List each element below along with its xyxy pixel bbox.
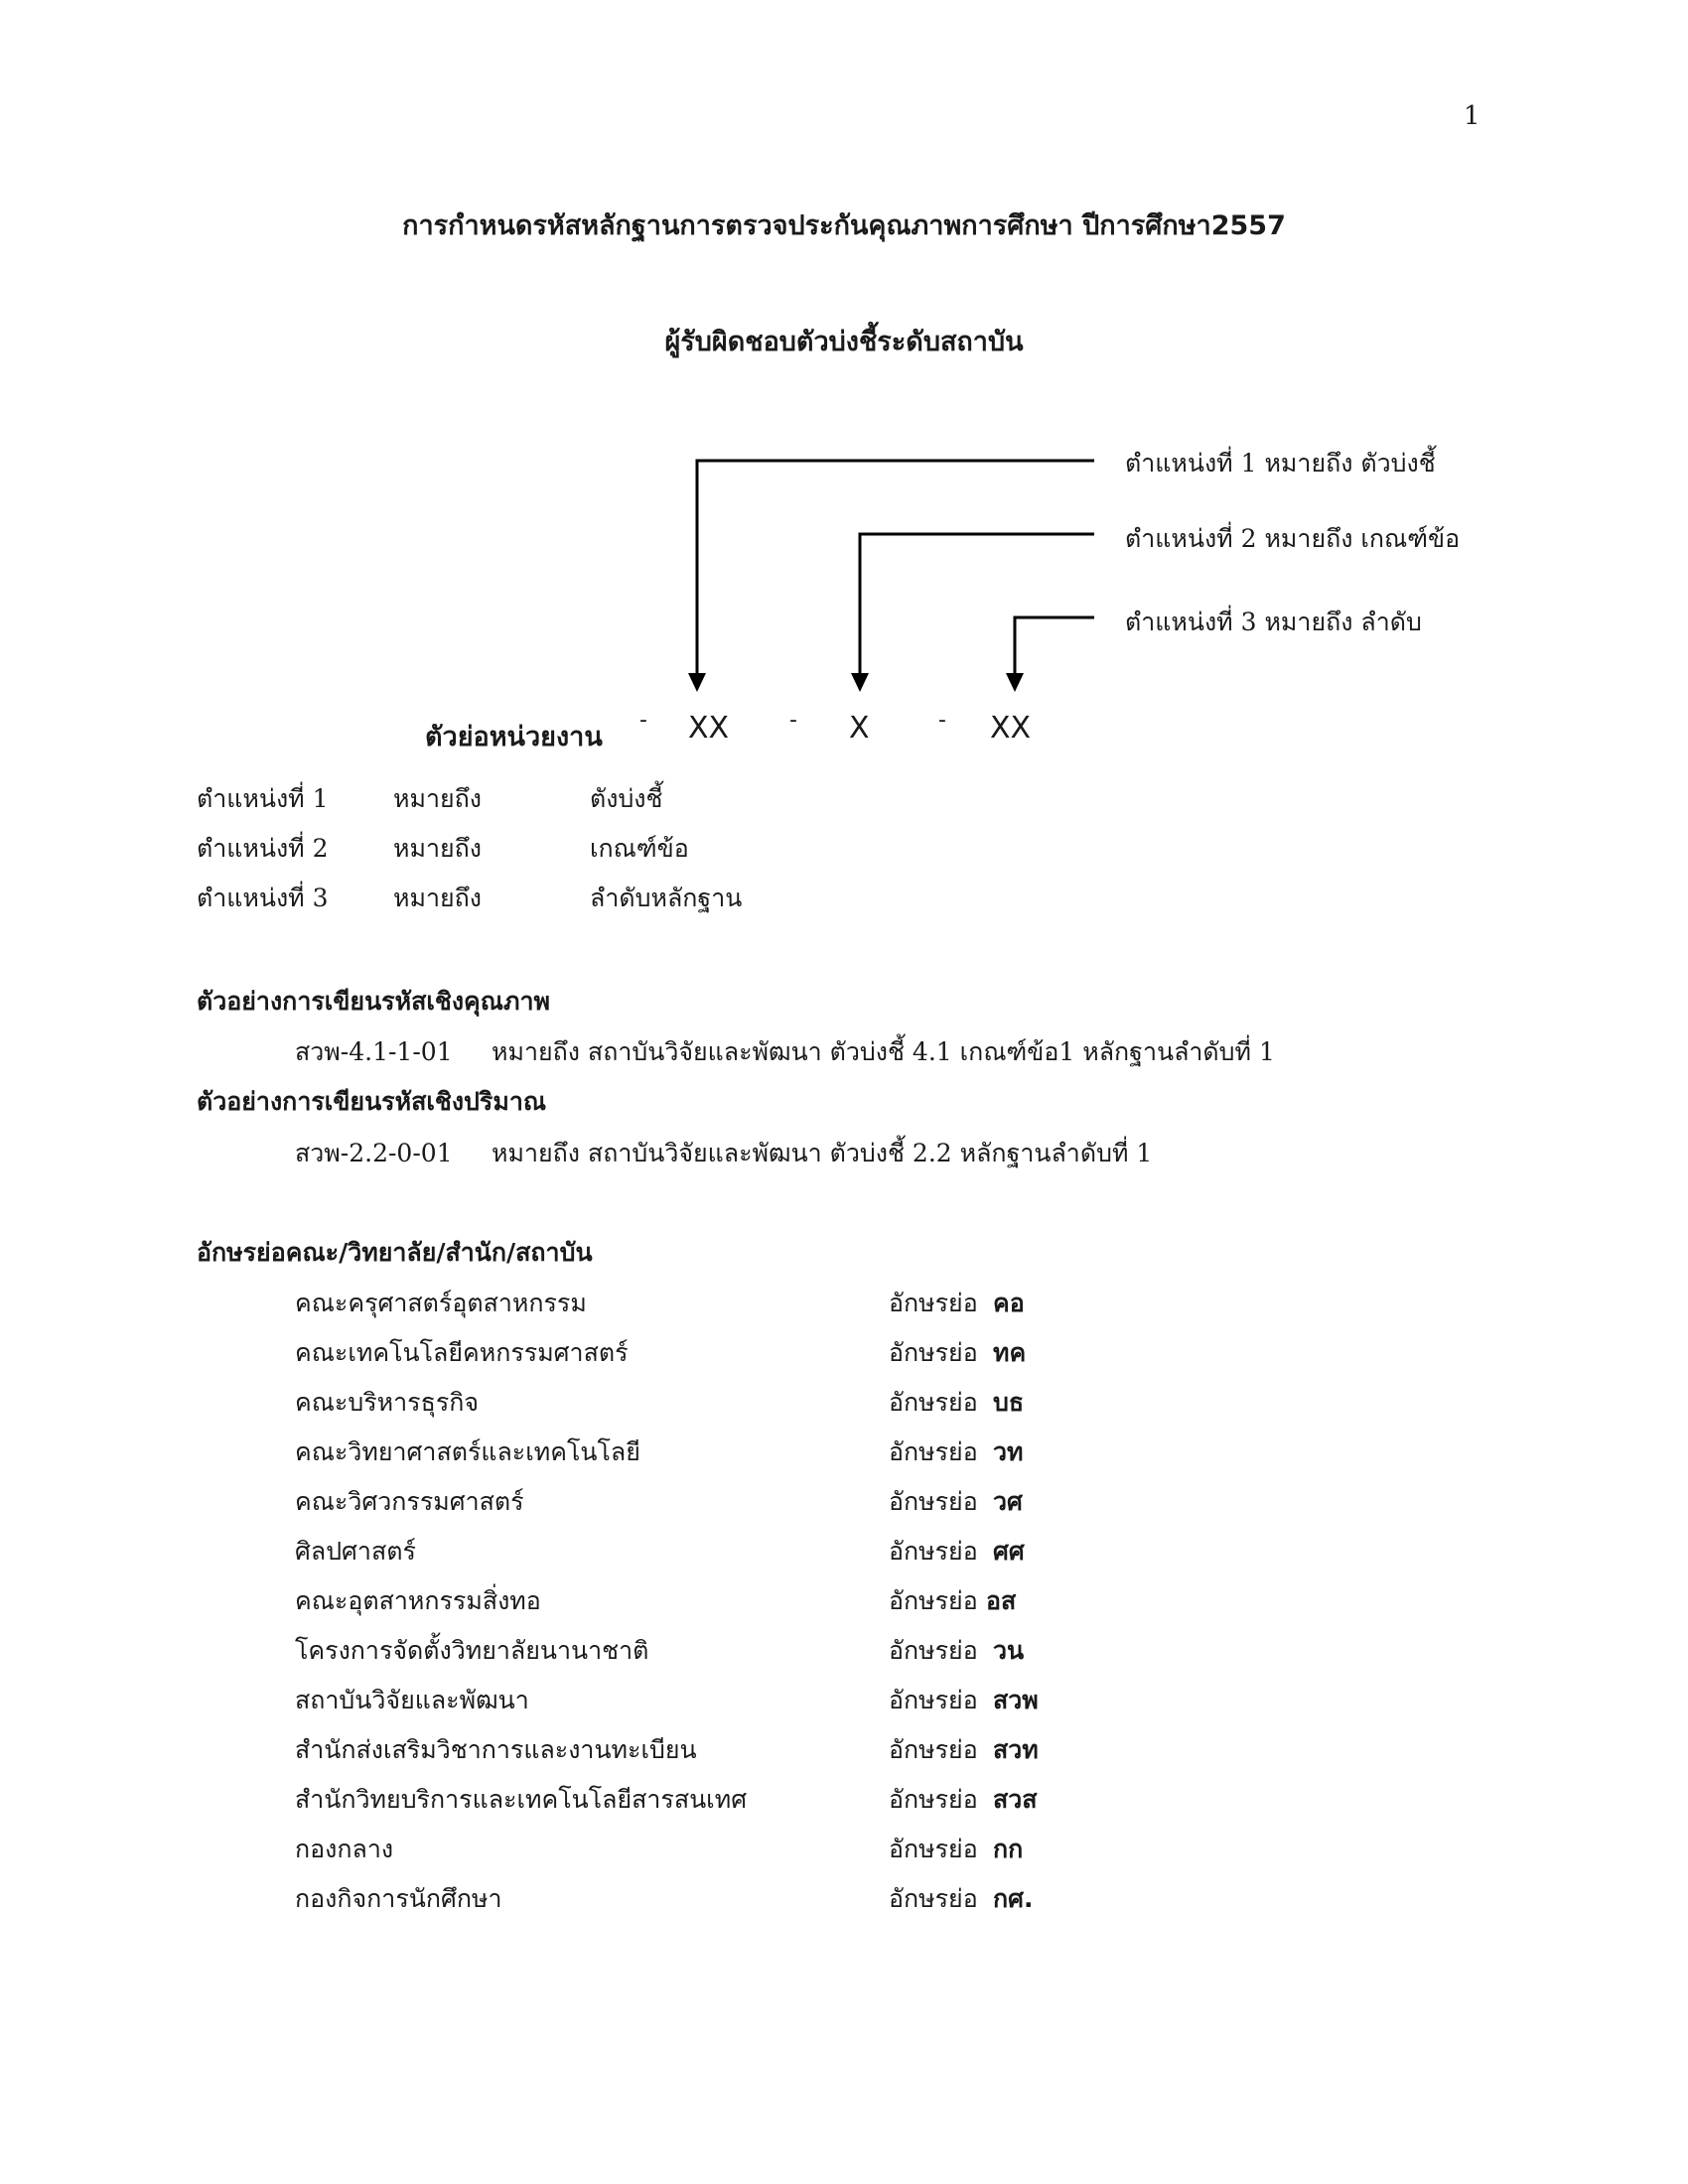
abbreviation-label: อักษรย่อ xyxy=(889,1686,978,1714)
abbreviation-label: อักษรย่อ xyxy=(889,1636,978,1665)
definition-position: ตำแหน่งที่ 3 xyxy=(197,884,329,912)
unit-abbreviation-label: ตัวย่อหน่วยงาน xyxy=(425,722,603,752)
abbreviation-label: อักษรย่อ xyxy=(889,1487,978,1516)
qualitative-code: สวพ-4.1-1-01 xyxy=(295,1037,453,1066)
separator-dash: - xyxy=(639,708,647,733)
abbreviation-label: อักษรย่อ xyxy=(889,1388,978,1417)
quantitative-description: หมายถึง สถาบันวิจัยและพัฒนา ตัวบ่งชี้ 2.2 หลักฐานลำดับที่ 1 xyxy=(492,1139,1153,1167)
callout-position-2: ตำแหน่งที่ 2 หมายถึง เกณฑ์ข้อ xyxy=(1125,524,1461,553)
arrowhead-1 xyxy=(688,673,706,692)
definition-value: ลำดับหลักฐาน xyxy=(590,884,743,912)
qualitative-heading: ตัวอย่างการเขียนรหัสเชิงคุณภาพ xyxy=(197,987,550,1016)
abbreviation-name: กองกลาง xyxy=(295,1835,394,1863)
abbreviation-name: สำนักวิทยบริการและเทคโนโลยีสารสนเทศ xyxy=(295,1785,748,1814)
arrowhead-2 xyxy=(851,673,869,692)
abbreviation-code: สวพ xyxy=(993,1686,1039,1714)
abbreviation-code: ทค xyxy=(993,1338,1027,1367)
page-number: 1 xyxy=(1464,101,1480,131)
code-part-2: X xyxy=(849,711,870,746)
definition-value: ตังบ่งชี้ xyxy=(590,784,663,813)
abbreviation-label: อักษรย่อ xyxy=(889,1785,978,1814)
callout-position-1: ตำแหน่งที่ 1 หมายถึง ตัวบ่งชี้ xyxy=(1125,449,1436,478)
definition-position: ตำแหน่งที่ 1 xyxy=(197,784,329,813)
abbreviation-label: อักษรย่อ xyxy=(889,1437,978,1466)
abbreviation-code: บธ xyxy=(993,1388,1025,1417)
abbreviations-heading: อักษรย่อคณะ/วิทยาลัย/สำนัก/สถาบัน xyxy=(197,1238,593,1267)
abbreviation-name: คณะเทคโนโลยีคหกรรมศาสตร์ xyxy=(295,1338,629,1367)
abbreviation-code: วน xyxy=(993,1636,1025,1665)
abbreviation-label: อักษรย่อ xyxy=(889,1586,978,1615)
definition-value: เกณฑ์ข้อ xyxy=(590,834,689,863)
abbreviation-code: วท xyxy=(993,1437,1024,1466)
abbreviation-name: คณะวิทยาศาสตร์และเทคโนโลยี xyxy=(295,1437,640,1466)
quantitative-heading: ตัวอย่างการเขียนรหัสเชิงปริมาณ xyxy=(197,1087,547,1116)
arrow-position-3 xyxy=(1015,617,1094,675)
separator-dash: - xyxy=(938,708,946,733)
abbreviation-code: สวส xyxy=(993,1785,1038,1814)
callout-position-3: ตำแหน่งที่ 3 หมายถึง ลำดับ xyxy=(1125,608,1422,636)
abbreviation-code: อส xyxy=(986,1586,1017,1615)
abbreviation-code: คอ xyxy=(993,1289,1025,1317)
abbreviation-code: วศ xyxy=(993,1487,1023,1516)
arrow-position-1 xyxy=(697,461,1094,675)
code-part-1: XX xyxy=(688,711,730,746)
document-title: การกำหนดรหัสหลักฐานการตรวจประกันคุณภาพการศึกษา ปีการศึกษา2557 xyxy=(402,210,1286,241)
abbreviation-code: สวท xyxy=(993,1735,1039,1764)
quantitative-code: สวพ-2.2-0-01 xyxy=(295,1139,453,1167)
definition-meaning: หมายถึง xyxy=(393,784,482,813)
abbreviation-name: คณะบริหารธุรกิจ xyxy=(295,1388,480,1417)
arrow-position-2 xyxy=(860,534,1094,675)
abbreviation-name: คณะวิศวกรรมศาสตร์ xyxy=(295,1487,524,1516)
abbreviation-name: คณะอุตสาหกรรมสิ่งทอ xyxy=(295,1586,541,1615)
definition-position: ตำแหน่งที่ 2 xyxy=(197,834,329,863)
abbreviation-label: อักษรย่อ xyxy=(889,1338,978,1367)
document-subtitle: ผู้รับผิดชอบตัวบ่งชี้ระดับสถาบัน xyxy=(664,327,1024,357)
arrowhead-3 xyxy=(1006,673,1024,692)
abbreviation-name: โครงการจัดตั้งวิทยาลัยนานาชาติ xyxy=(295,1636,649,1665)
abbreviation-name: สำนักส่งเสริมวิชาการและงานทะเบียน xyxy=(295,1735,697,1764)
abbreviation-label: อักษรย่อ xyxy=(889,1835,978,1863)
abbreviation-name: กองกิจการนักศึกษา xyxy=(295,1884,502,1913)
abbreviation-name: ศิลปศาสตร์ xyxy=(295,1537,416,1566)
abbreviation-name: คณะครุศาสตร์อุตสาหกรรม xyxy=(295,1289,587,1317)
abbreviation-label: อักษรย่อ xyxy=(889,1884,978,1913)
definition-meaning: หมายถึง xyxy=(393,884,482,912)
code-part-3: XX xyxy=(990,711,1032,746)
abbreviation-label: อักษรย่อ xyxy=(889,1289,978,1317)
separator-dash: - xyxy=(789,708,797,733)
abbreviation-label: อักษรย่อ xyxy=(889,1537,978,1566)
abbreviation-label: อักษรย่อ xyxy=(889,1735,978,1764)
definition-meaning: หมายถึง xyxy=(393,834,482,863)
abbreviation-code: กศ. xyxy=(993,1884,1034,1913)
qualitative-description: หมายถึง สถาบันวิจัยและพัฒนา ตัวบ่งชี้ 4.1 เกณฑ์ข้อ1 หลักฐานลำดับที่ 1 xyxy=(492,1037,1275,1066)
abbreviation-code: กก xyxy=(993,1835,1024,1863)
abbreviation-name: สถาบันวิจัยและพัฒนา xyxy=(295,1686,529,1714)
abbreviation-code: ศศ xyxy=(993,1537,1025,1566)
